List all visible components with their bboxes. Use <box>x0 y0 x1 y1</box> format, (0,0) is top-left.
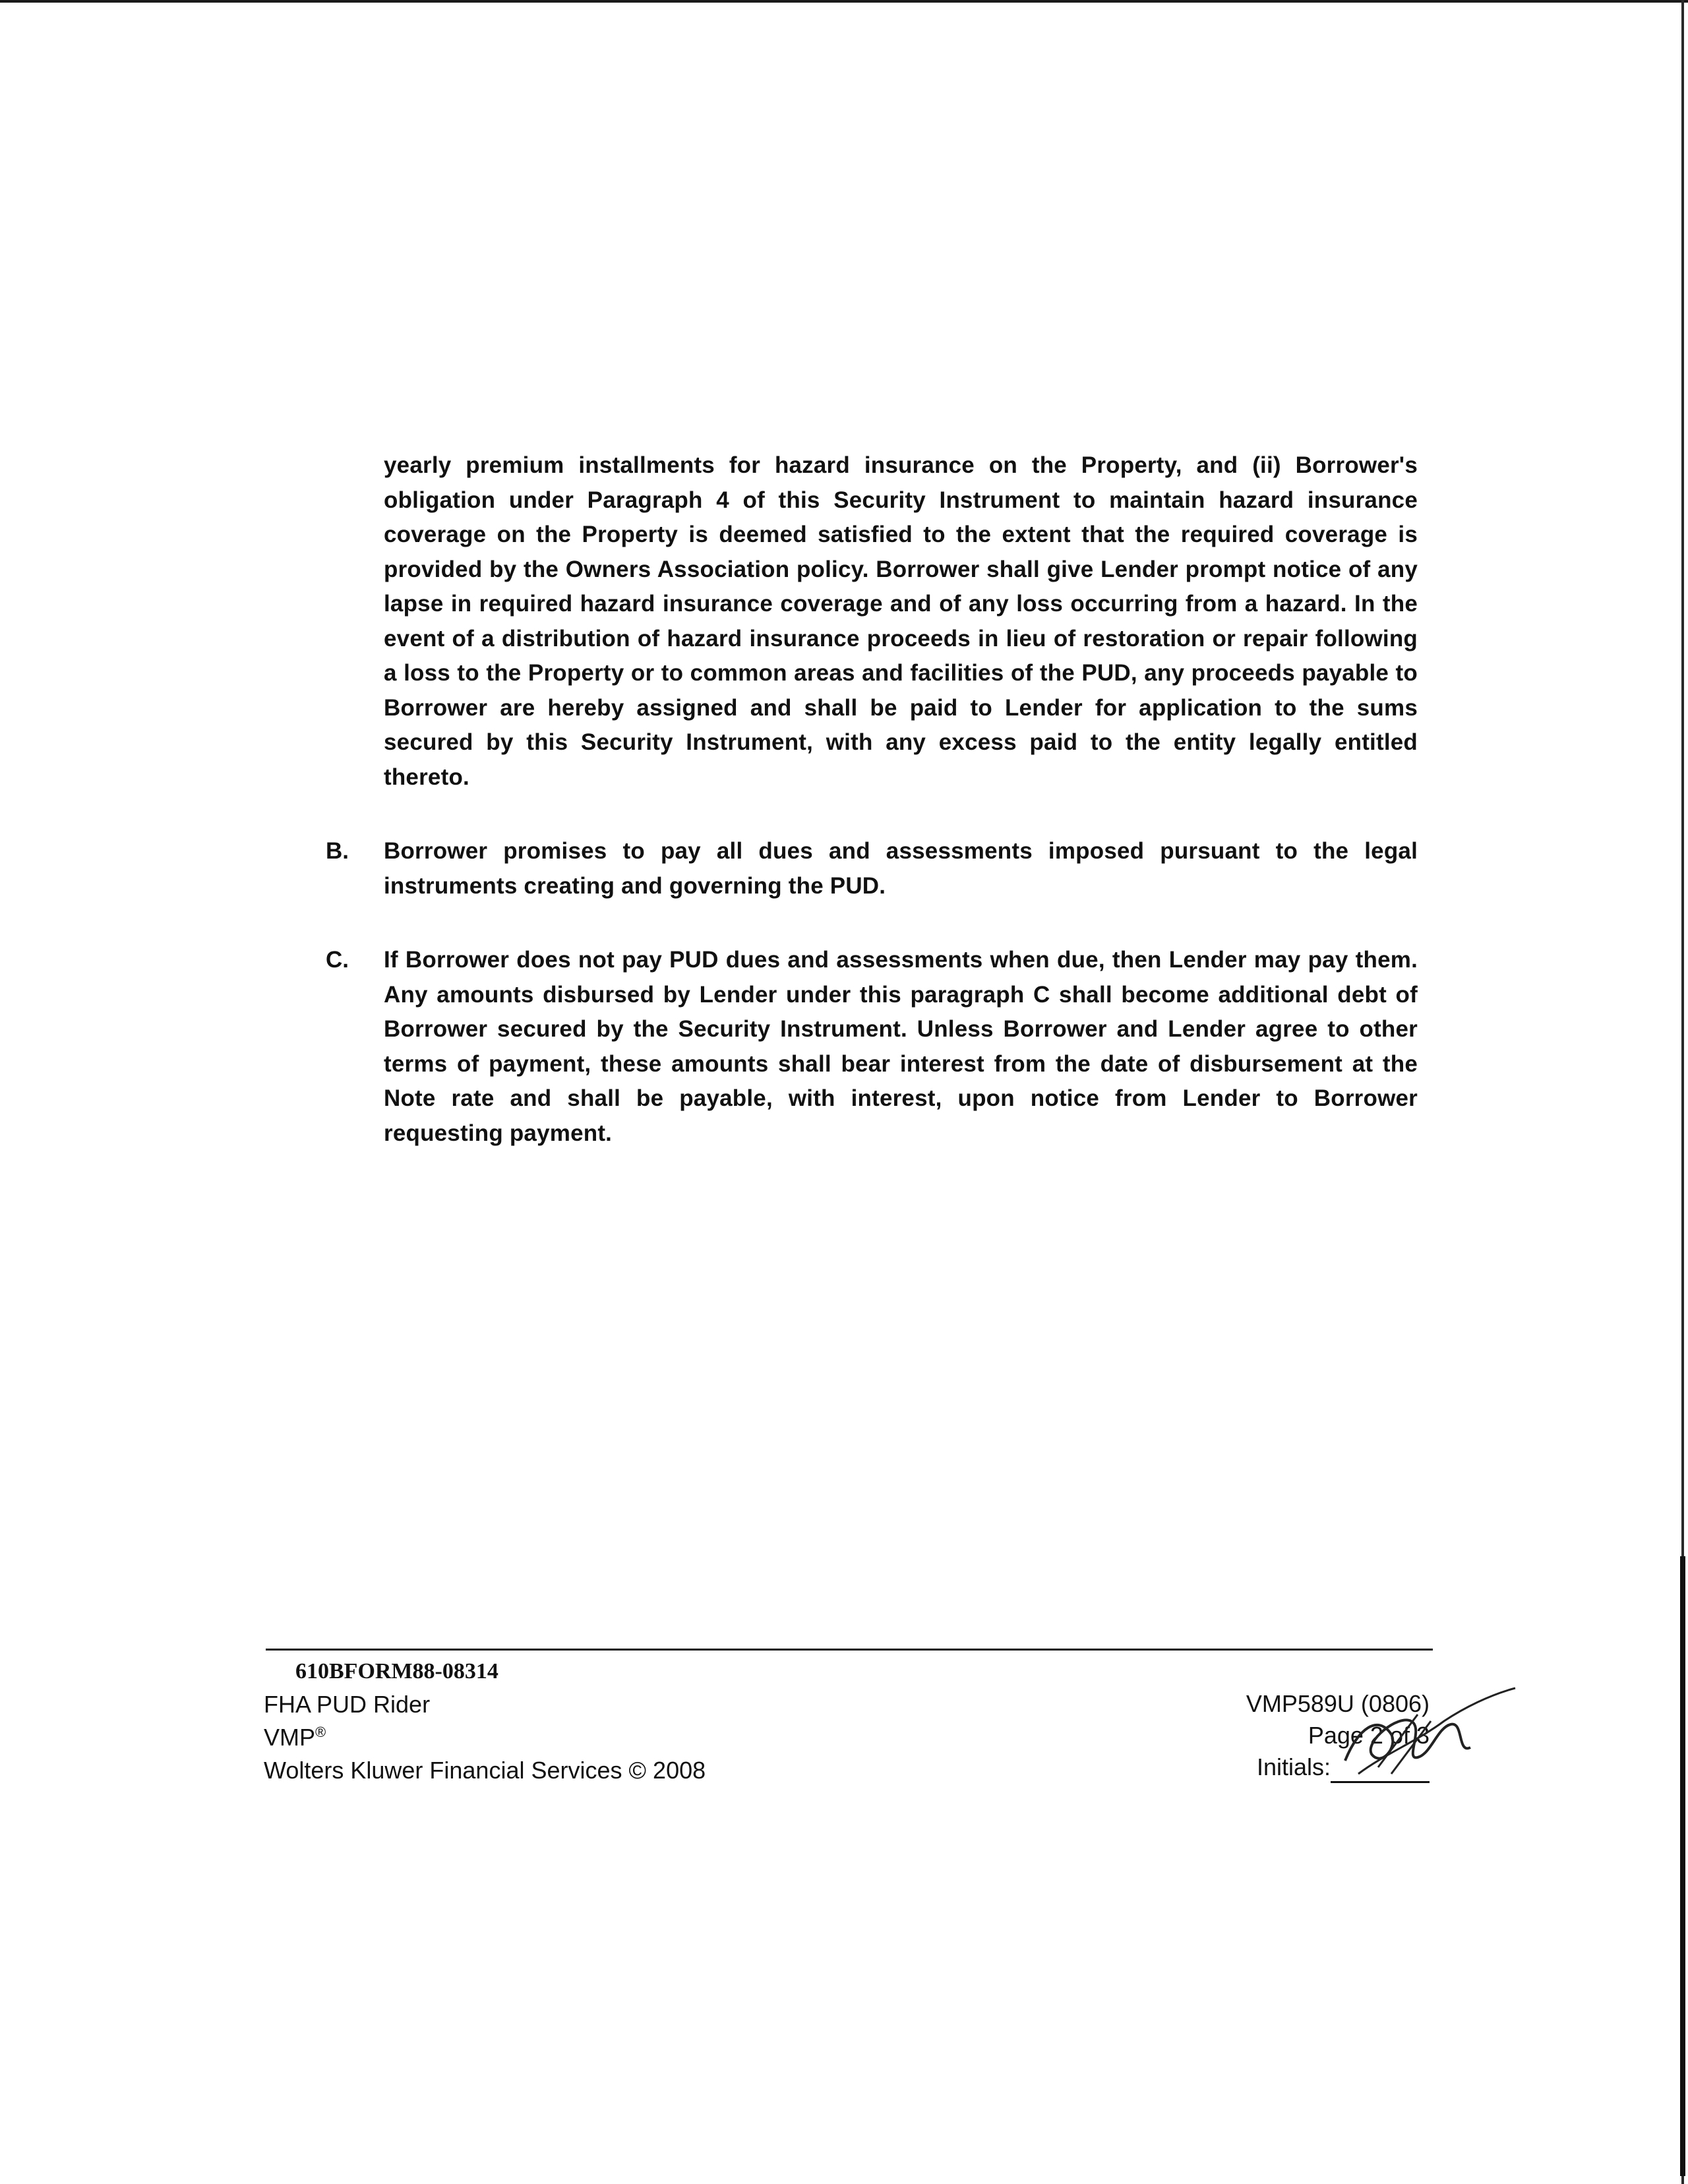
scan-edge-right-mark <box>1680 1556 1685 2176</box>
paragraph-b <box>323 834 1418 903</box>
page-label: Page 2 of 3 <box>1308 1722 1430 1749</box>
paragraph-c <box>323 943 1418 1151</box>
paragraph-a-continued: yearly premium installments for hazard insurance on the Property, and (ii) Borrower's obligation under Paragraph 4 of this Security Instrument to maintain hazard insurance coverage on the Property is deemed satisfied to the extent that the required coverage is provided by the Owners Association policy. Borrower shall give Lender prompt notice of any lapse in required hazard insurance coverage and of any loss occurring from a hazard. In the event of a distribution of hazard insurance proceeds in lieu of restoration or repair following a loss to the Property or to common areas and facilities of the PUD, any proceeds payable to Borrower are hereby assigned and shall be paid to Lender for application to the sums secured by this Security Instrument, with any excess paid to the entity legally entitled thereto. <box>384 452 1418 790</box>
initials-label: Initials: <box>1256 1753 1331 1780</box>
paragraph-c-text: If Borrower does not pay PUD dues and assessments when due, then Lender may pay them. Any amounts disbursed by Lender under this paragraph C shall become additional debt of Borrower secured by the Security Instrument. Unless Borrower and Lender agree to other terms of payment, these amounts shall bear interest from the date of disbursement at the Note rate and shall be payable, with interest, upon notice from Lender to Borrower requesting payment. <box>384 947 1418 1146</box>
vmp-text: VMP <box>264 1724 316 1751</box>
scan-edge-top <box>0 0 1688 3</box>
footer-rule <box>266 1649 1433 1651</box>
form-number: VMP589U (0806) <box>1246 1690 1430 1717</box>
paragraph-b-label: B. <box>326 838 349 864</box>
form-code: 610BFORM88-08314 <box>295 1659 498 1684</box>
paragraph-c-label: C. <box>326 947 349 973</box>
footer-left <box>264 1655 706 1787</box>
paragraph-b-text: Borrower promises to pay all dues and assessments imposed pursuant to the legal instruments creating and governing the PUD. <box>384 838 1418 899</box>
form-name: FHA PUD Rider <box>264 1691 431 1718</box>
registered-mark: ® <box>315 1724 326 1740</box>
vmp-brand <box>264 1721 706 1754</box>
handwritten-initials-icon <box>1319 1675 1517 1794</box>
publisher: Wolters Kluwer Financial Services © 2008 <box>264 1757 706 1784</box>
document-body <box>323 448 1418 1151</box>
